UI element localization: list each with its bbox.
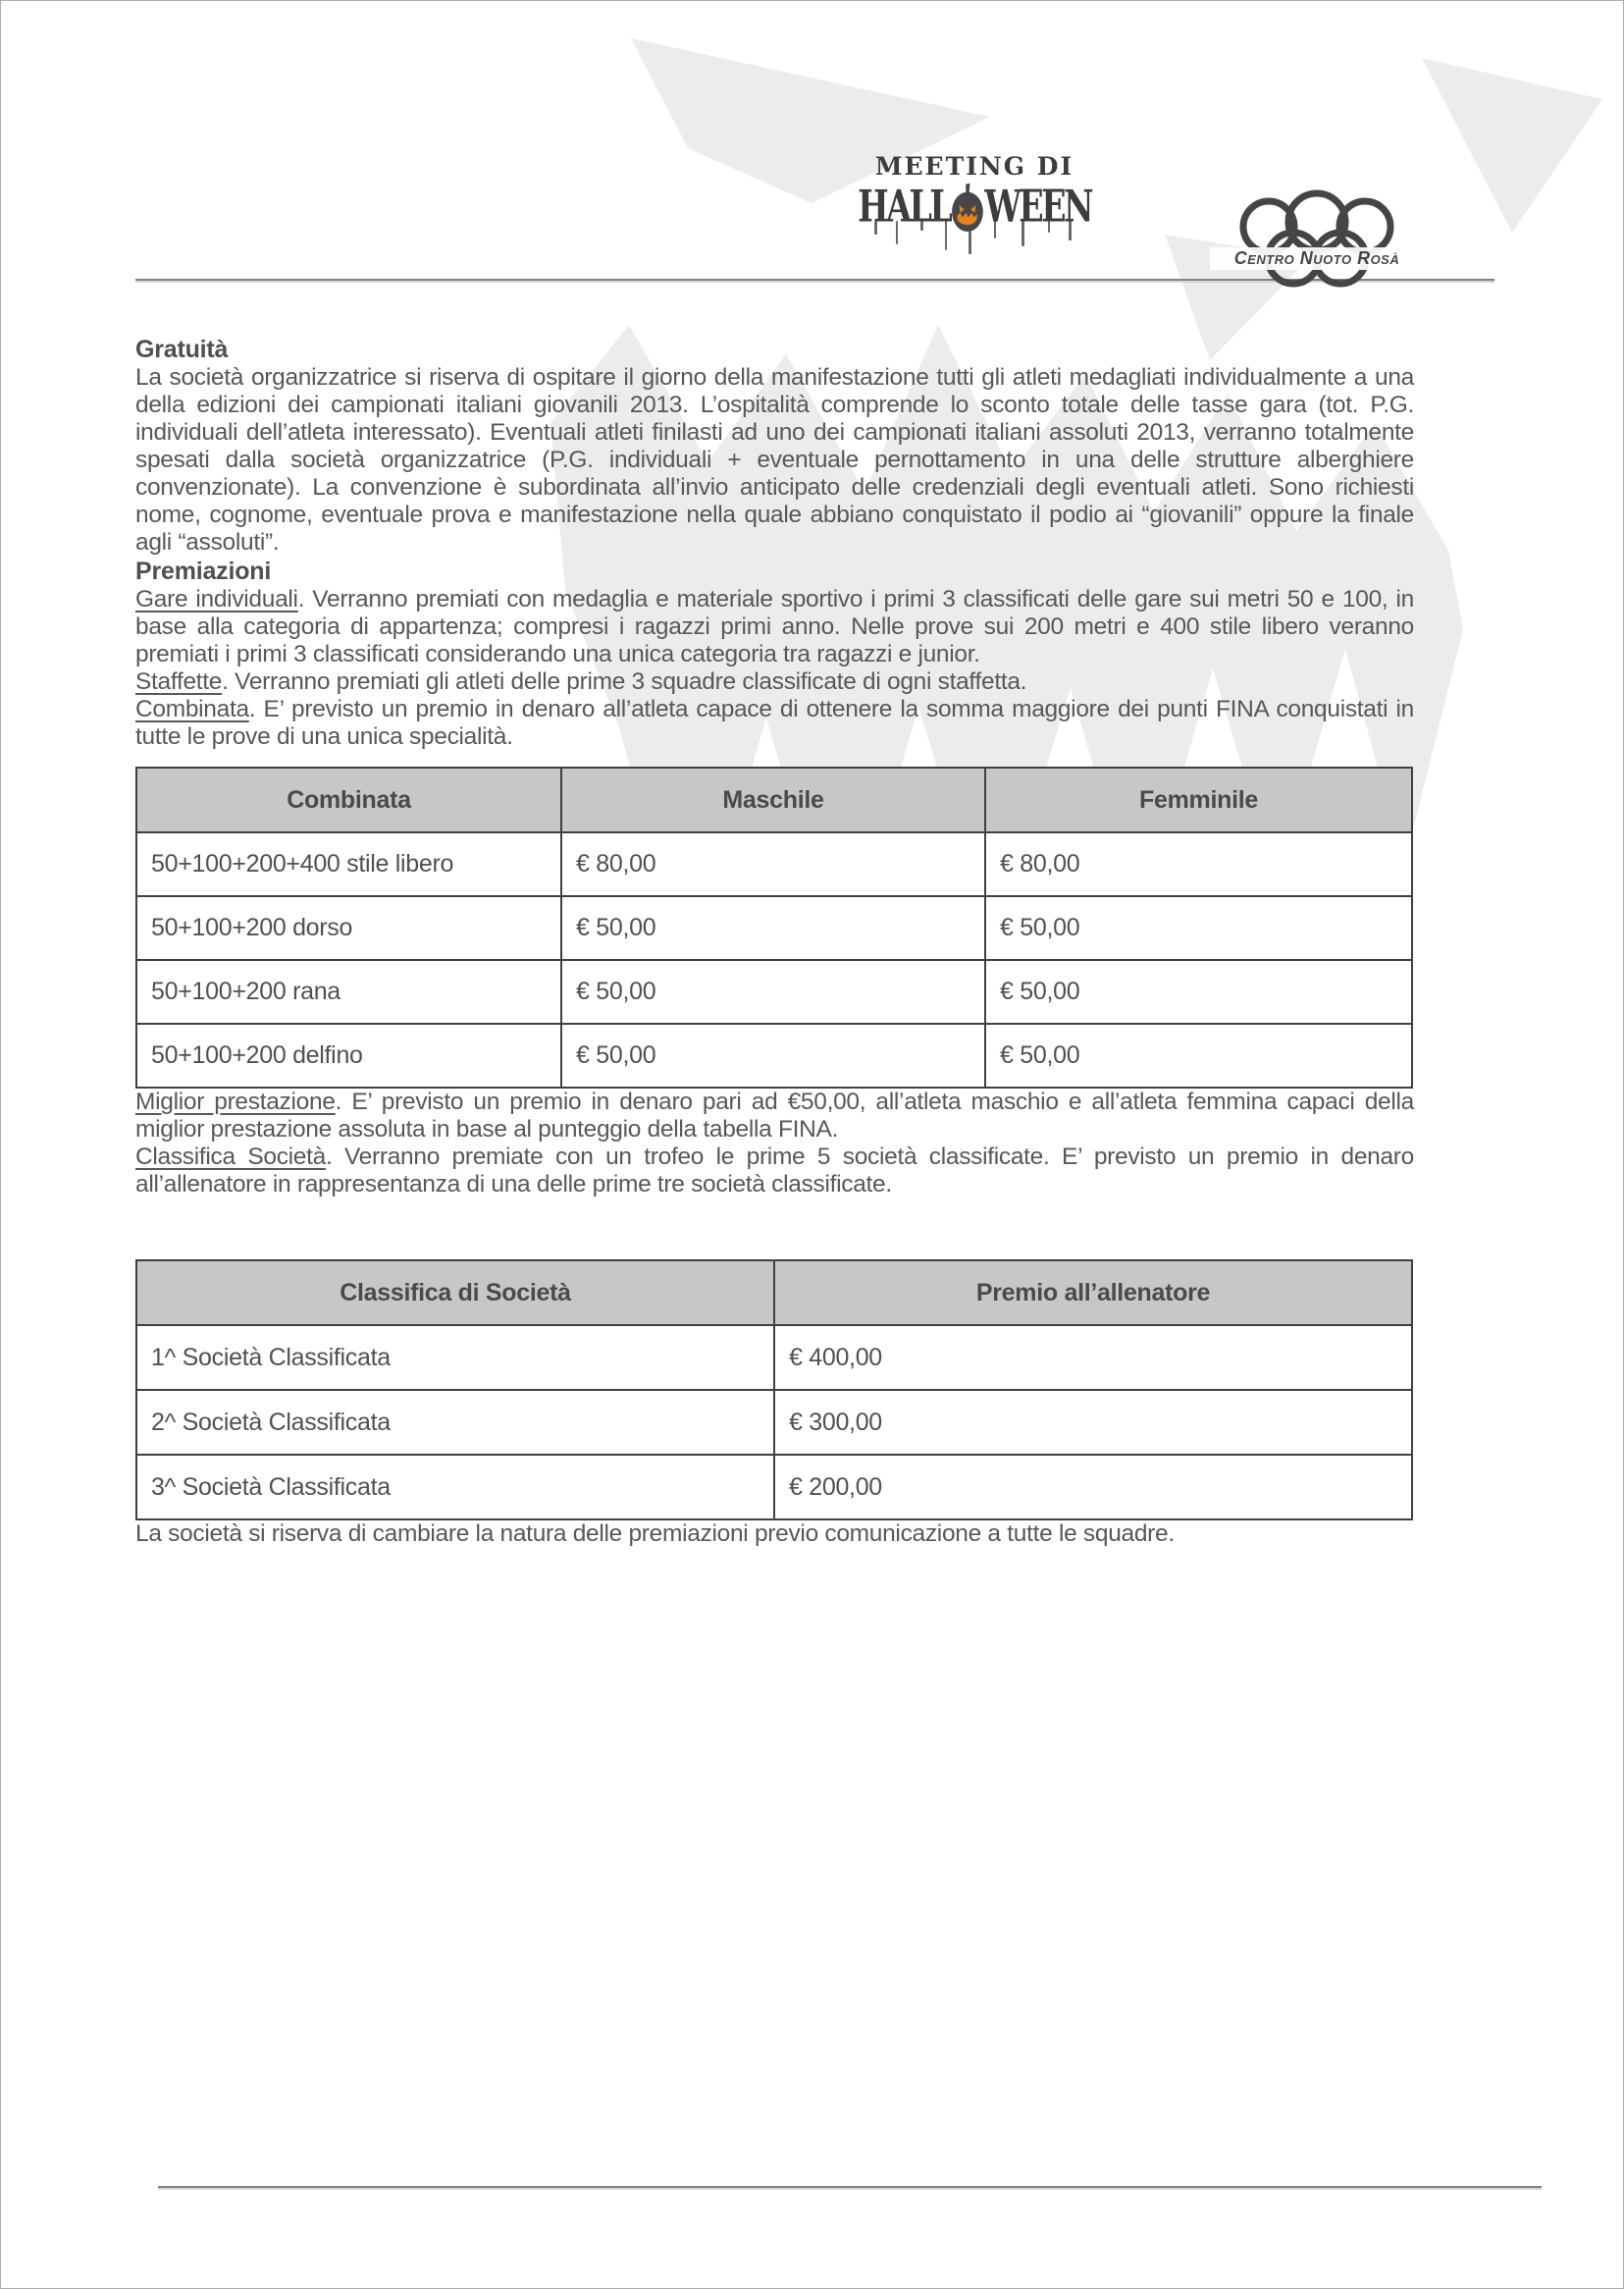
table-cell: 50+100+200 rana bbox=[136, 960, 561, 1024]
lead-staffette: Staffette bbox=[135, 668, 223, 695]
table-header-row bbox=[136, 768, 1412, 832]
table-cell: 50+100+200 delfino bbox=[136, 1024, 561, 1088]
table-cell: € 50,00 bbox=[985, 896, 1412, 960]
table-cell: € 300,00 bbox=[774, 1390, 1412, 1455]
table-cell: € 50,00 bbox=[985, 1024, 1412, 1088]
table-cell: € 80,00 bbox=[985, 832, 1412, 896]
logo-ween-text: WEEN bbox=[984, 180, 1091, 233]
text-combinata: . E’ previsto un premio in denaro all’atleta capace di ottenere la somma maggiore dei punti FINA conquistati in tutte le prove di una unica specialità. bbox=[135, 696, 1414, 750]
paragraph-gratuita: La società organizzatrice si riserva di ospitare il giorno della manifestazione tutti gli atleti medagliati individualmente a una della edizioni dei campionati italiani giovanili 2013. L’ospitalità comprende lo sconto totale delle tasse gara (tot. P.G. individuali dell’atleta interessato). Eventuali atleti finilasti ad uno dei campionati italiani assoluti 2013, verranno totalmente spesati dalla società organizzatrice (P.G. individuali + eventuale pernottamento in una delle strutture alberghiere convenzionate). La convenzione è subordinata all’invio anticipato delle credenziali degli eventuali atleti. Sono richiesti nome, cognome, eventuale prova e manifestazione nella quale abbiano conquistato il podio ai “giovanili” oppure la finale agli “assoluti”. bbox=[135, 364, 1414, 556]
centro-nuoto-rosa-logo bbox=[1210, 186, 1424, 295]
table-row bbox=[136, 1325, 1412, 1390]
table-cell: € 400,00 bbox=[774, 1325, 1412, 1390]
paragraph-classifica-societa bbox=[135, 1144, 1414, 1198]
text-gare-individuali: . Verranno premiati con medaglia e materiale sportivo i primi 3 classificati delle gare sui metri 50 e 100, in base alla categoria di appartenza; compresi i ragazzi primi anno. Nelle prove sui 200 metri e 400 stile libero veranno premiati i primi 3 classificati considerando una unica categoria tra ragazzi e junior. bbox=[135, 586, 1414, 667]
table-row bbox=[136, 1455, 1412, 1519]
paragraph-footer-note: La società si riserva di cambiare la natura delle premiazioni previo comunicazione a tutte le squadre. bbox=[135, 1520, 1175, 1547]
section-title-gratuita: Gratuità bbox=[135, 336, 229, 363]
section-title-premiazioni: Premiazioni bbox=[135, 558, 272, 585]
lead-combinata: Combinata bbox=[135, 696, 249, 722]
lead-gare-individuali: Gare individuali bbox=[135, 586, 298, 612]
table-row bbox=[136, 1390, 1412, 1455]
text-staffette: . Verranno premiati gli atleti delle prime 3 squadre classificate di ogni staffetta. bbox=[222, 668, 1027, 695]
table-cell: € 80,00 bbox=[561, 832, 985, 896]
table-row bbox=[136, 960, 1412, 1024]
table-cell: 2^ Società Classificata bbox=[136, 1390, 774, 1455]
pumpkin-icon bbox=[951, 182, 983, 233]
column-header: Maschile bbox=[561, 768, 985, 832]
column-header: Femminile bbox=[985, 768, 1412, 832]
table-cell: € 50,00 bbox=[561, 1024, 985, 1088]
lead-miglior-prestazione: Miglior prestazione bbox=[135, 1089, 336, 1115]
text-classifica-societa: . Verranno premiate con un trofeo le prime 5 società classificate. E’ previsto un premio in denaro all’allenatore in rappresentanza di una delle prime tre società classificate. bbox=[135, 1144, 1414, 1198]
combinata-prize-table bbox=[135, 767, 1413, 1089]
column-header: Premio all’allenatore bbox=[774, 1260, 1412, 1325]
table-row bbox=[136, 832, 1412, 896]
table-header-row bbox=[136, 1260, 1412, 1325]
societa-prize-table bbox=[135, 1259, 1413, 1520]
table-cell: € 200,00 bbox=[774, 1455, 1412, 1519]
halloween-event-logo bbox=[857, 154, 1092, 256]
paragraph-gare-individuali bbox=[135, 586, 1414, 668]
table-cell: 50+100+200+400 stile libero bbox=[136, 832, 561, 896]
footer-divider-line bbox=[158, 2186, 1542, 2188]
logo-halloween-text bbox=[858, 180, 1091, 233]
table-cell: 50+100+200 dorso bbox=[136, 896, 561, 960]
logo-meeting-di-text: MEETING DI bbox=[874, 152, 1074, 181]
table-cell: 3^ Società Classificata bbox=[136, 1455, 774, 1519]
table-cell: € 50,00 bbox=[561, 960, 985, 1024]
table-row bbox=[136, 896, 1412, 960]
column-header: Classifica di Società bbox=[136, 1260, 774, 1325]
paragraph-staffette bbox=[135, 668, 1414, 696]
table-cell: € 50,00 bbox=[561, 896, 985, 960]
watermark-brow-right bbox=[1422, 58, 1602, 233]
table-row bbox=[136, 1024, 1412, 1088]
table-cell: 1^ Società Classificata bbox=[136, 1325, 774, 1390]
text-miglior-prestazione: . E’ previsto un premio in denaro pari ad €50,00, all’atleta maschio e all’atleta femmina capaci della miglior prestazione assoluta in base al punteggio della tabella FINA. bbox=[135, 1089, 1414, 1143]
table-cell: € 50,00 bbox=[985, 960, 1412, 1024]
column-header: Combinata bbox=[136, 768, 561, 832]
document-body bbox=[135, 335, 1414, 1548]
paragraph-combinata bbox=[135, 696, 1414, 751]
paragraph-miglior-prestazione bbox=[135, 1089, 1414, 1144]
cnr-rings-icon bbox=[1210, 186, 1424, 295]
lead-classifica-societa: Classifica Società bbox=[135, 1144, 326, 1170]
logo-hall-text: HALL bbox=[858, 180, 951, 233]
cnr-logo-text: Centro Nuoto Rosà bbox=[1210, 247, 1424, 270]
